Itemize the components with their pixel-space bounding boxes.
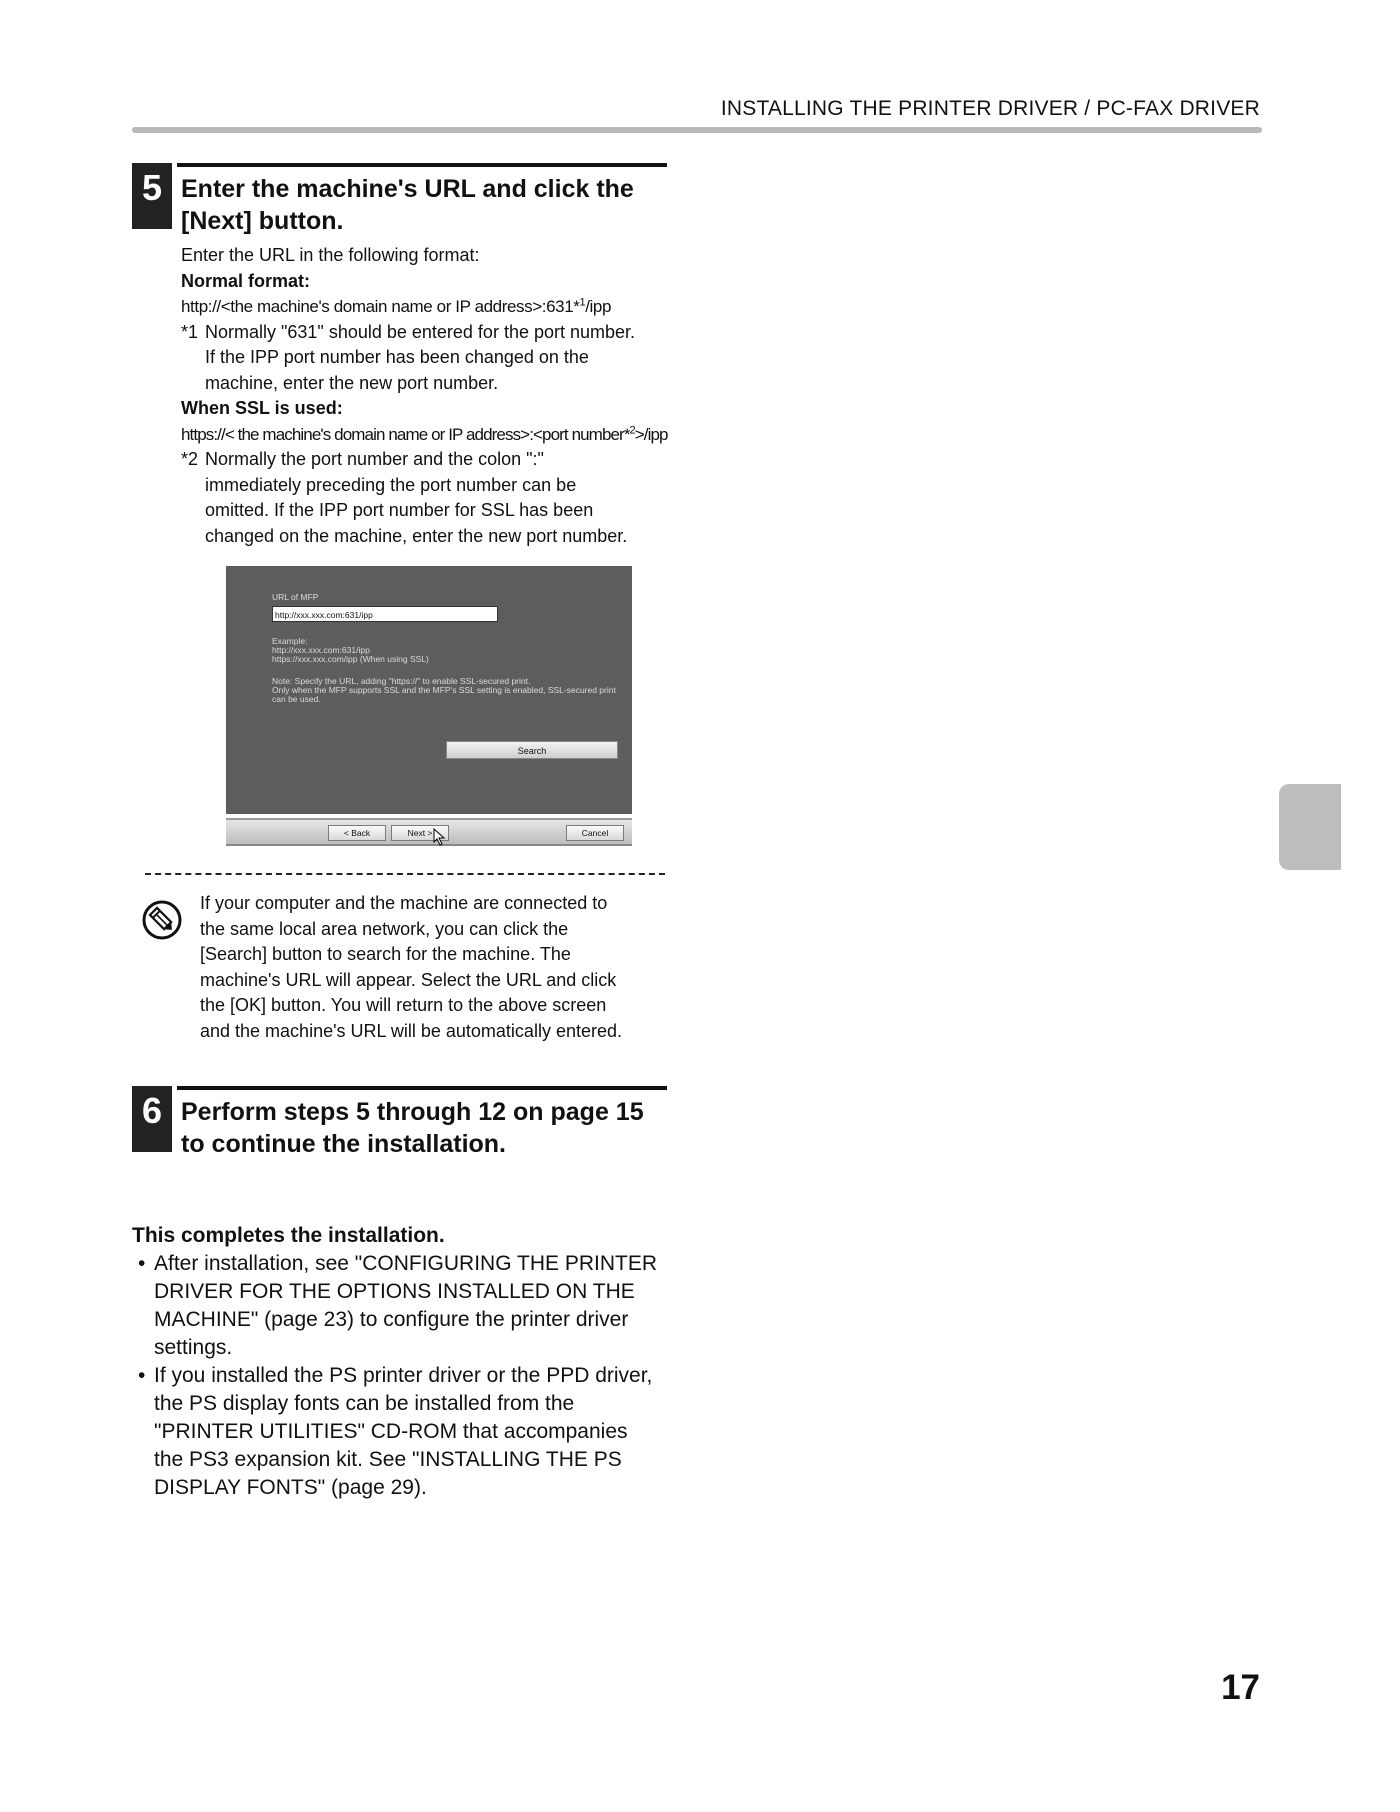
page-number: 17	[1221, 1668, 1260, 1707]
step-5	[132, 163, 667, 237]
dialog-note-3: can be used.	[272, 694, 321, 704]
running-header: INSTALLING THE PRINTER DRIVER / PC-FAX DRIVER	[720, 97, 1260, 120]
normal-format-heading: Normal format:	[181, 270, 311, 291]
ssl-url: https://< the machine's domain name or IP address>:<port number*$^2$>/ipp	[181, 423, 668, 444]
step-6	[132, 1086, 667, 1160]
dialog-note-2: Only when the MFP supports SSL and the MFP's SSL setting is enabled, SSL-secured print	[272, 685, 616, 695]
step-number: 5	[132, 163, 172, 229]
list-item: • If you installed the PS printer driver or the PPD driver, the PS display fonts can be installed from the "PRINTER UTILITIES" CD-ROM that accompanies the PS3 expansion kit. See "INSTALLING THE PS DISPLAY FONTS" (page 29).	[132, 1362, 692, 1502]
step-5-body	[181, 243, 681, 549]
example-label: Example:	[272, 636, 308, 646]
example-url-1: http://xxx.xxx.com:631/ipp	[272, 645, 370, 655]
next-button[interactable]: Next >	[391, 825, 449, 841]
back-button[interactable]: < Back	[328, 825, 386, 841]
url-input[interactable]: http://xxx.xxx.com:631/ipp	[272, 606, 498, 622]
intro-text: Enter the URL in the following format:	[181, 245, 480, 265]
step-title: Enter the machine's URL and click the [Next] button.	[181, 175, 634, 235]
dialog-note-1: Note: Specify the URL, adding "https://" to enable SSL-secured print.	[272, 676, 531, 686]
step-title: Perform steps 5 through 12 on page 15 to continue the installation.	[181, 1098, 644, 1158]
url-label: URL of MFP	[272, 592, 319, 602]
step-rule	[177, 1086, 667, 1090]
pencil-note-icon	[141, 899, 183, 941]
step-number: 6	[132, 1086, 172, 1152]
completion-heading: This completes the installation.	[132, 1224, 445, 1247]
note-text: If your computer and the machine are connected to the same local area network, you can click the [Search] button to search for the machine. The machine's URL will appear. Select the URL and click the [OK] button. You will return to the above screen and the machine's URL will be automatically entered.	[200, 893, 622, 1041]
footnote-2: *2 Normally the port number and the colon ":" immediately preceding the port number can be omitted. If the IPP port number for SSL has been changed on the machine, enter the new port number.	[181, 449, 628, 546]
cancel-button[interactable]: Cancel	[566, 825, 624, 841]
step-rule	[177, 163, 667, 167]
chapter-tab	[1279, 784, 1341, 870]
completion-section	[132, 1222, 692, 1502]
dialog-button-bar	[226, 818, 632, 846]
note-divider	[145, 873, 665, 875]
search-button[interactable]: Search	[446, 741, 618, 759]
normal-format-url: http://<the machine's domain name or IP address>:631*$^1$/ipp	[181, 296, 612, 316]
url-dialog-screenshot	[226, 566, 632, 846]
mouse-cursor-icon	[433, 828, 447, 846]
footnote-1: *1 Normally "631" should be entered for the port number. If the IPP port number has been changed on the machine, enter the new port number.	[181, 321, 636, 393]
ssl-heading: When SSL is used:	[181, 398, 343, 418]
dialog-panel	[226, 566, 632, 814]
completion-list	[132, 1250, 692, 1502]
list-item: • After installation, see "CONFIGURING THE PRINTER DRIVER FOR THE OPTIONS INSTALLED ON THE MACHINE" (page 23) to configure the printer driver settings.	[132, 1250, 692, 1362]
header-rule	[132, 127, 1262, 133]
example-url-2: https://xxx.xxx.com/ipp (When using SSL)	[272, 654, 429, 664]
